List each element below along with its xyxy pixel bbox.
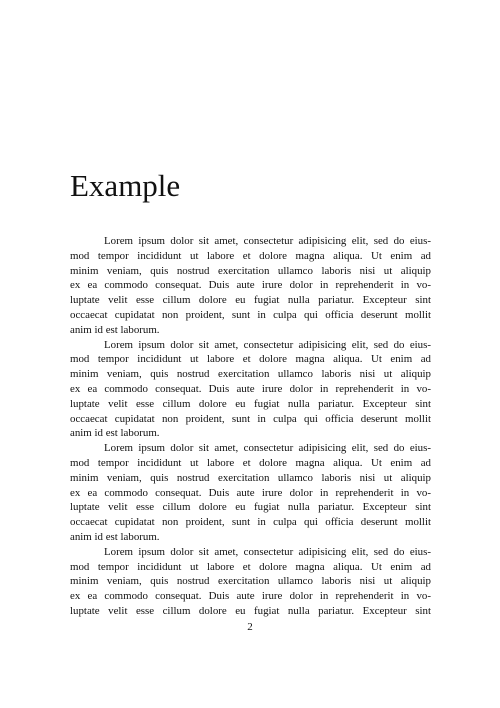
text-line: Lorem ipsum dolor sit amet, consectetur adipisicing elit, sed do eius- — [104, 235, 431, 247]
body-text — [70, 234, 431, 619]
text-line: Lorem ipsum dolor sit amet, consectetur adipisicing elit, sed do eius- — [104, 338, 431, 351]
text-line: ex ea commodo consequat. Duis aute irure dolor in reprehenderit in vo- — [70, 279, 431, 292]
text-line: luptate velit esse cillum dolore eu fugiat nulla pariatur. Excepteur sint — [70, 294, 431, 307]
text-line: occaecat cupidatat non proident, sunt in culpa qui officia deserunt mollit — [70, 516, 431, 529]
text-line: ex ea commodo consequat. Duis aute irure dolor in reprehenderit in vo- — [70, 486, 431, 499]
text-line: occaecat cupidatat non proident, sunt in culpa qui officia deserunt mollit — [70, 412, 431, 425]
text-line: luptate velit esse cillum dolore eu fugiat nulla pariatur. Excepteur sint — [70, 604, 431, 617]
paragraph — [70, 545, 431, 619]
text-line: anim id est laborum. — [70, 323, 160, 336]
text-line: minim veniam, quis nostrud exercitation ullamco laboris nisi ut aliquip — [70, 575, 431, 588]
text-line: minim veniam, quis nostrud exercitation ullamco laboris nisi ut aliquip — [70, 368, 431, 381]
text-line: Lorem ipsum dolor sit amet, consectetur adipisicing elit, sed do eius- — [104, 545, 431, 558]
text-line: minim veniam, quis nostrud exercitation ullamco laboris nisi ut aliquip — [70, 471, 431, 484]
section-title: Example — [70, 168, 181, 203]
text-line: minim veniam, quis nostrud exercitation ullamco laboris nisi ut aliquip — [70, 264, 431, 277]
paragraph — [70, 441, 431, 545]
text-line: mod tempor incididunt ut labore et dolore magna aliqua. Ut enim ad — [70, 249, 431, 262]
page-number: 2 — [247, 621, 253, 633]
text-line: mod tempor incididunt ut labore et dolore magna aliqua. Ut enim ad — [70, 353, 431, 366]
text-line: anim id est laborum. — [70, 427, 160, 440]
text-line: luptate velit esse cillum dolore eu fugiat nulla pariatur. Excepteur sint — [70, 397, 431, 410]
text-line: ex ea commodo consequat. Duis aute irure dolor in reprehenderit in vo- — [70, 590, 431, 603]
paragraph — [70, 234, 431, 338]
text-line: mod tempor incididunt ut labore et dolore magna aliqua. Ut enim ad — [70, 560, 431, 573]
text-line: ex ea commodo consequat. Duis aute irure dolor in reprehenderit in vo- — [70, 382, 431, 395]
text-line: occaecat cupidatat non proident, sunt in culpa qui officia deserunt mollit — [70, 308, 431, 321]
text-line: Lorem ipsum dolor sit amet, consectetur adipisicing elit, sed do eius- — [104, 442, 431, 455]
text-line: mod tempor incididunt ut labore et dolore magna aliqua. Ut enim ad — [70, 456, 431, 469]
text-line: anim id est laborum. — [70, 530, 160, 543]
text-line: luptate velit esse cillum dolore eu fugiat nulla pariatur. Excepteur sint — [70, 501, 431, 514]
paragraph — [70, 338, 431, 442]
